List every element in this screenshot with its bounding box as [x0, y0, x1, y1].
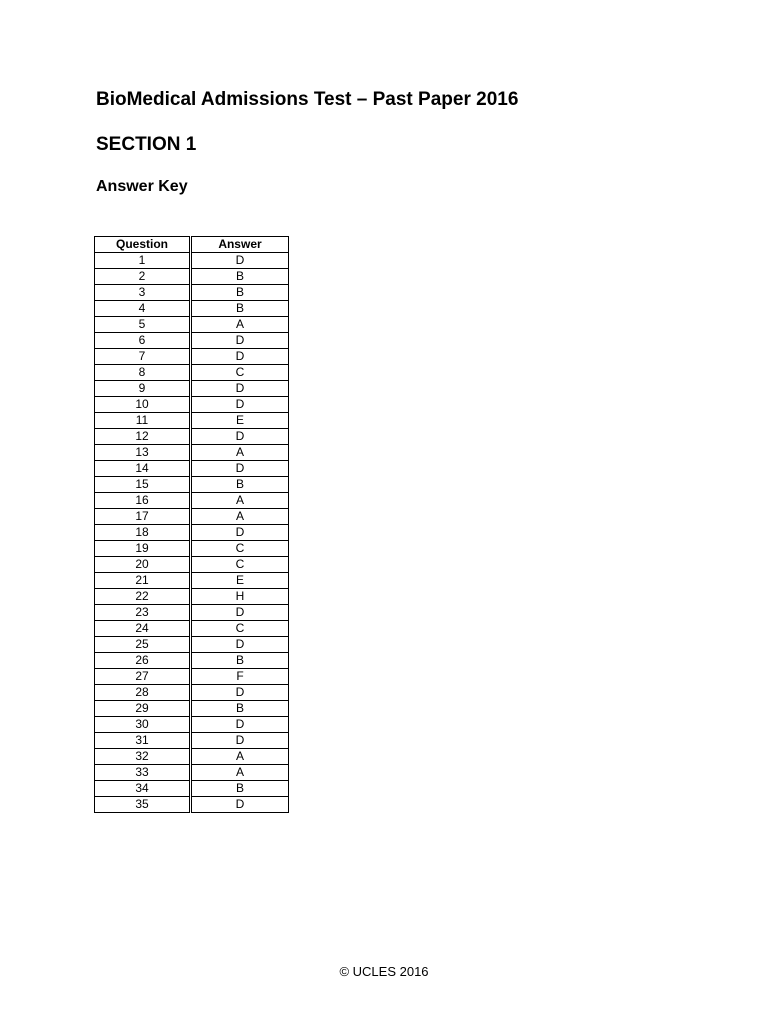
- table-row: [95, 557, 289, 573]
- question-number-cell: 19: [95, 541, 190, 557]
- answer-letter-cell: D: [192, 381, 289, 397]
- question-number-cell: 15: [95, 477, 190, 493]
- table-row: [95, 653, 289, 669]
- question-number-cell: 29: [95, 701, 190, 717]
- question-number-cell: 3: [95, 285, 190, 301]
- question-number-cell: 8: [95, 365, 190, 381]
- table-row: [95, 589, 289, 605]
- question-number-cell: 18: [95, 525, 190, 541]
- answer-letter-cell: B: [192, 781, 289, 797]
- table-row: [95, 285, 289, 301]
- table-row: [95, 685, 289, 701]
- question-number-cell: 25: [95, 637, 190, 653]
- question-number-cell: 35: [95, 797, 190, 813]
- question-number-cell: 24: [95, 621, 190, 637]
- table-row: [95, 269, 289, 285]
- question-number-cell: 11: [95, 413, 190, 429]
- question-number-cell: 14: [95, 461, 190, 477]
- table-row: [95, 781, 289, 797]
- answer-letter-cell: A: [192, 509, 289, 525]
- question-number-cell: 17: [95, 509, 190, 525]
- table-header-row: [95, 237, 289, 253]
- table-row: [95, 317, 289, 333]
- table-row: [95, 765, 289, 781]
- table-row: [95, 493, 289, 509]
- answer-key-heading: Answer Key: [96, 178, 188, 195]
- question-number-cell: 12: [95, 429, 190, 445]
- answer-letter-cell: D: [192, 349, 289, 365]
- answer-letter-cell: D: [192, 333, 289, 349]
- question-number-cell: 2: [95, 269, 190, 285]
- answer-letter-cell: B: [192, 285, 289, 301]
- answer-letter-cell: D: [192, 605, 289, 621]
- question-number-cell: 31: [95, 733, 190, 749]
- answer-letter-cell: D: [192, 429, 289, 445]
- answer-letter-cell: C: [192, 621, 289, 637]
- question-number-cell: 22: [95, 589, 190, 605]
- question-column-header: Question: [95, 237, 190, 253]
- answer-letter-cell: C: [192, 365, 289, 381]
- answer-letter-cell: A: [192, 749, 289, 765]
- answer-letter-cell: D: [192, 637, 289, 653]
- table-row: [95, 429, 289, 445]
- table-row: [95, 573, 289, 589]
- question-number-cell: 21: [95, 573, 190, 589]
- question-number-cell: 16: [95, 493, 190, 509]
- answer-letter-cell: D: [192, 525, 289, 541]
- answer-key-table: [94, 236, 289, 813]
- copyright-footer: © UCLES 2016: [339, 964, 429, 979]
- question-number-cell: 23: [95, 605, 190, 621]
- table-row: [95, 413, 289, 429]
- table-row: [95, 253, 289, 269]
- question-number-cell: 9: [95, 381, 190, 397]
- question-number-cell: 4: [95, 301, 190, 317]
- question-number-cell: 7: [95, 349, 190, 365]
- table-row: [95, 621, 289, 637]
- table-row: [95, 477, 289, 493]
- question-number-cell: 26: [95, 653, 190, 669]
- question-number-cell: 30: [95, 717, 190, 733]
- question-number-cell: 20: [95, 557, 190, 573]
- table-row: [95, 301, 289, 317]
- table-row: [95, 541, 289, 557]
- answer-letter-cell: H: [192, 589, 289, 605]
- answer-letter-cell: A: [192, 445, 289, 461]
- question-number-cell: 5: [95, 317, 190, 333]
- table-row: [95, 733, 289, 749]
- answer-letter-cell: D: [192, 253, 289, 269]
- question-number-cell: 13: [95, 445, 190, 461]
- table-row: [95, 397, 289, 413]
- question-number-cell: 27: [95, 669, 190, 685]
- answer-letter-cell: F: [192, 669, 289, 685]
- question-number-cell: 1: [95, 253, 190, 269]
- table-row: [95, 669, 289, 685]
- table-row: [95, 717, 289, 733]
- answer-letter-cell: A: [192, 765, 289, 781]
- question-number-cell: 6: [95, 333, 190, 349]
- answer-letter-cell: E: [192, 413, 289, 429]
- question-number-cell: 32: [95, 749, 190, 765]
- answer-letter-cell: D: [192, 797, 289, 813]
- answer-letter-cell: A: [192, 493, 289, 509]
- table-row: [95, 701, 289, 717]
- answer-letter-cell: D: [192, 397, 289, 413]
- table-row: [95, 525, 289, 541]
- table-row: [95, 637, 289, 653]
- table-row: [95, 445, 289, 461]
- answer-letter-cell: E: [192, 573, 289, 589]
- question-number-cell: 34: [95, 781, 190, 797]
- section-heading: SECTION 1: [96, 134, 197, 155]
- table-row: [95, 509, 289, 525]
- answer-letter-cell: B: [192, 269, 289, 285]
- table-row: [95, 461, 289, 477]
- question-number-cell: 33: [95, 765, 190, 781]
- answer-column-header: Answer: [192, 237, 289, 253]
- question-number-cell: 28: [95, 685, 190, 701]
- answer-letter-cell: B: [192, 301, 289, 317]
- table-row: [95, 381, 289, 397]
- table-row: [95, 797, 289, 813]
- answer-letter-cell: D: [192, 461, 289, 477]
- table-row: [95, 605, 289, 621]
- answer-letter-cell: D: [192, 717, 289, 733]
- answer-letter-cell: C: [192, 557, 289, 573]
- table-row: [95, 349, 289, 365]
- page-title: BioMedical Admissions Test – Past Paper 2016: [96, 89, 519, 110]
- table-row: [95, 333, 289, 349]
- answer-letter-cell: B: [192, 701, 289, 717]
- answer-table-body: [95, 253, 289, 813]
- table-row: [95, 365, 289, 381]
- answer-letter-cell: B: [192, 653, 289, 669]
- answer-letter-cell: D: [192, 733, 289, 749]
- answer-letter-cell: B: [192, 477, 289, 493]
- answer-letter-cell: D: [192, 685, 289, 701]
- table-row: [95, 749, 289, 765]
- answer-letter-cell: A: [192, 317, 289, 333]
- question-number-cell: 10: [95, 397, 190, 413]
- answer-letter-cell: C: [192, 541, 289, 557]
